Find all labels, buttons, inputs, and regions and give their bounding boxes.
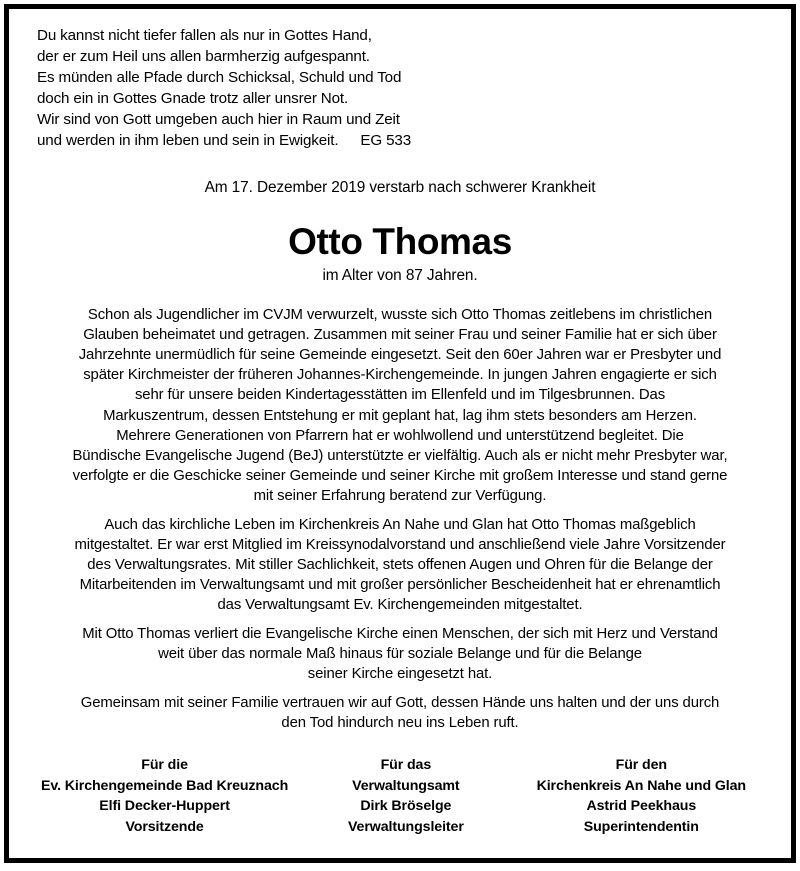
- poem-line: und werden in ihm leben und sein in Ewigkeit.: [37, 132, 339, 150]
- paragraph-line: Mitarbeitenden im Verwaltungsamt und mit großer persönlicher Bescheidenheit hat er ehrenamtlich: [79, 576, 721, 593]
- poem-line: Wir sind von Gott umgeben auch hier in Raum und Zeit: [37, 111, 400, 129]
- paragraph-line: mit seiner Erfahrung beratend zur Verfügung.: [253, 487, 547, 504]
- paragraph-line: sehr für unsere beiden Kindertagesstätten im Ellenfeld und im Tilgesbrunnen. Das: [134, 387, 666, 404]
- paragraph-line: das Verwaltungsamt Ev. Kirchengemeinden mitgestaltet.: [217, 596, 583, 613]
- signature-line: Superintendentin: [583, 819, 699, 835]
- paragraph-line: Jahrzehnte unermüdlich für seine Gemeinde eingesetzt. Seit den 60er Jahren war er Presbyter und: [78, 347, 722, 364]
- signature-line: Ev. Kirchengemeinde Bad Kreuznach: [41, 777, 289, 794]
- paragraph-line: des Verwaltungsrates. Mit stiller Sachlichkeit, stets offenen Augen und Ohren für die Belange der: [87, 556, 713, 573]
- signature-block: [31, 755, 769, 837]
- poem-line: Es münden alle Pfade durch Schicksal, Schuld und Tod: [37, 69, 402, 87]
- deceased-name: Otto Thomas: [288, 221, 512, 263]
- paragraph-line: später Kirchmeister der früheren Johannes-Kirchengemeinde. In jungen Jahren engagierte er sich: [83, 367, 717, 384]
- poem-line-with-reference: [37, 130, 769, 151]
- poem-line: doch ein in Gottes Gnade trotz aller unsrer Not.: [37, 90, 349, 108]
- paragraph-line: Mehrere Generationen von Pfarrern hat er wohlwollend und unterstützend begleitet. Die: [116, 427, 684, 444]
- paragraph-line: verfolgte er die Geschicke seiner Gemeinde und seiner Kirche mit großem Interesse und stand gerne: [72, 467, 728, 484]
- paragraph-line: Gemeinsam mit seiner Familie vertrauen wir auf Gott, dessen Hände uns halten und der uns durch: [80, 695, 720, 712]
- body-paragraph: [31, 624, 769, 684]
- hymn-reference: EG 533: [360, 132, 412, 150]
- paragraph-line: seiner Kirche eingesetzt hat.: [307, 666, 493, 683]
- signature-line: Für den: [615, 757, 667, 774]
- paragraph-line: Mit Otto Thomas verliert die Evangelische Kirche einen Menschen, der sich mit Herz und Verstand: [82, 625, 718, 642]
- signature-line: Für die: [141, 757, 188, 774]
- paragraph-line: Auch das kirchliche Leben im Kirchenkreis An Nahe und Glan hat Otto Thomas maßgeblich: [104, 516, 696, 533]
- paragraph-line: Bündische Evangelische Jugend (BeJ) unterstützte er vielfältig. Auch als er nicht mehr Presbyter war,: [72, 447, 728, 464]
- signature-column-kirchengemeinde: [41, 755, 288, 837]
- paragraph-line: Glauben beheimatet und getragen. Zusammen mit seiner Frau und seiner Familie hat er sich über: [83, 327, 717, 344]
- body-paragraph: [31, 305, 769, 505]
- signature-column-verwaltungsamt: [288, 755, 523, 837]
- paragraph-line: den Tod hindurch neu ins Leben ruft.: [281, 715, 519, 732]
- signature-line: Astrid Peekhaus: [586, 798, 697, 815]
- poem-line: Du kannst nicht tiefer fallen als nur in Gottes Hand,: [37, 27, 372, 44]
- signature-line: Verwaltungsamt: [352, 777, 460, 794]
- obituary-body: [31, 305, 769, 733]
- death-date-line: Am 17. Dezember 2019 verstarb nach schwerer Krankheit: [204, 179, 596, 197]
- age-line: im Alter von 87 Jahren.: [322, 267, 478, 285]
- signature-line: Verwaltungsleiter: [347, 819, 464, 835]
- signature-line: Dirk Bröselge: [360, 798, 452, 815]
- paragraph-line: weit über das normale Maß hinaus für soziale Belange und für die Belange: [158, 646, 642, 663]
- paragraph-line: Markuszentrum, dessen Entstehung er mit geplant hat, lag ihm stets besonders am Herzen.: [103, 407, 697, 424]
- paragraph-line: Schon als Jugendlicher im CVJM verwurzelt, wusste sich Otto Thomas zeitlebens im christlichen: [87, 307, 713, 324]
- obituary-notice-frame: [4, 4, 796, 863]
- paragraph-line: mitgestaltet. Er war erst Mitglied im Kreissynodalvorstand und anschließend viele Jahre Vorsitzender: [74, 536, 726, 553]
- body-paragraph: [31, 515, 769, 615]
- signature-column-kirchenkreis: [524, 755, 759, 837]
- poem-line: der er zum Heil uns allen barmherzig aufgespannt.: [37, 48, 370, 66]
- body-paragraph: [31, 693, 769, 733]
- signature-line: Vorsitzende: [125, 819, 204, 835]
- poem-block: [31, 25, 769, 151]
- signature-line: Kirchenkreis An Nahe und Glan: [536, 777, 746, 794]
- signature-line: Elfi Decker-Huppert: [99, 798, 230, 815]
- signature-line: Für das: [380, 757, 432, 774]
